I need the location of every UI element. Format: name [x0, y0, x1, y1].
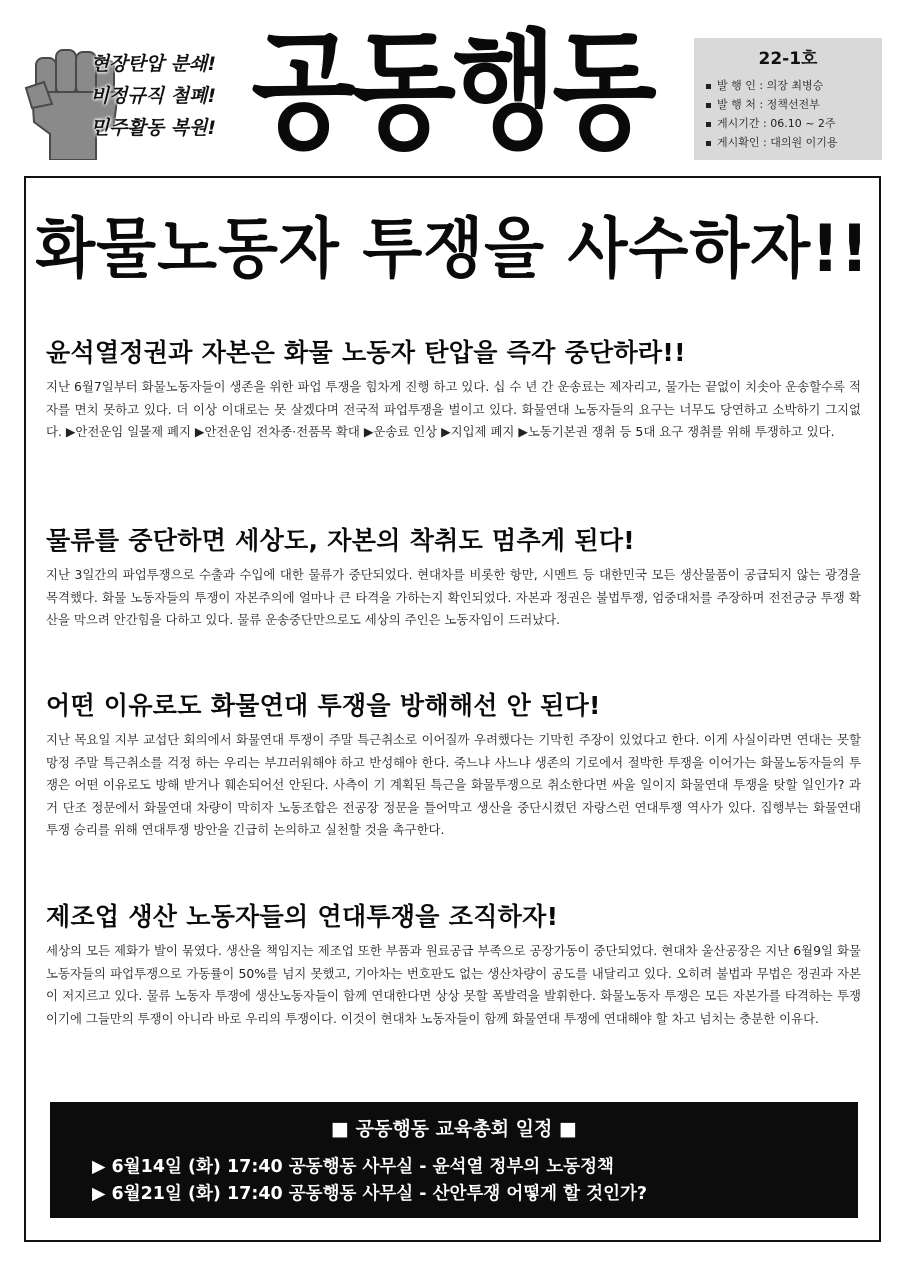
- main-title: 화물노동자 투쟁을 사수하자!!: [35, 210, 870, 287]
- section-1-heading: 윤석열정권과 자본은 화물 노동자 탄압을 즉각 중단하라!!: [46, 338, 686, 367]
- section-4: [46, 902, 861, 1030]
- publication-info-box: [694, 38, 882, 160]
- schedule-item: ▶ 6월21일 (화) 17:40 공동행동 사무실 - 산안투쟁 어떻게 할 것인가?: [92, 1184, 648, 1204]
- section-1: [46, 338, 861, 444]
- info-department-text: 발 행 처 : 정책선전부: [717, 98, 820, 111]
- section-3-body: 지난 목요일 지부 교섭단 회의에서 화물연대 투쟁이 주말 특근취소로 이어질까 우려했다는 기막힌 주장이 있었다고 한다. 이게 사실이라면 연대는 못할망정 주말 특근취소를 걱정 하는 우리는 부끄러워해야 하고 반성해야 한다. 죽느냐 사느냐 생존의 기로에서 절박한 투쟁을 이어가는 화물노동자들의 투쟁은 어떤 이유로도 방해 받거나 훼손되어선 안된다. 사측이 기 계획된 특근을 화물투쟁으로 취소한다면 싸울 일이지 화물연대 투쟁을 탓할 일인가? 과거 단조 정문에서 화물연대 차량이 막히자 노동조합은 전공장 정문을 틀어막고 생산을 중단시켰던 자랑스런 연대투쟁 역사가 있다. 집행부는 화물연대 투쟁 승리를 위해 연대투쟁 방안을 긴급히 논의하고 실천할 것을 촉구한다.: [46, 732, 861, 838]
- info-confirmer: [706, 133, 837, 152]
- masthead: [228, 18, 676, 168]
- issue-number: 22-1호: [758, 49, 818, 69]
- section-4-body: 세상의 모든 제화가 발이 묶였다. 생산을 책임지는 제조업 또한 부품과 원료공급 부족으로 공장가동이 중단되었다. 현대차 울산공장은 지난 6월9일 화물 노동자들의 파업투쟁으로 가동률이 50%를 넘지 못했고, 기아차는 번호판도 없는 생산차량이 공도를 내달리고 있다. 오히려 불법과 무법은 정권과 자본이 저지르고 있다. 물류 노동자 투쟁에 생산노동자들이 함께 연대한다면 상상 못할 폭발력을 발휘한다. 화물노동자 투쟁은 모든 자본가를 타격하는 투쟁이기에 그들만의 투쟁이 아니라 바로 우리의 투쟁이다. 이것이 현대차 노동자들이 함께 화물연대 투쟁에 연대해야 할 차고 넘치는 충분한 이유다.: [46, 943, 861, 1026]
- schedule-list: [92, 1154, 647, 1208]
- slogan-list: [66, 48, 216, 144]
- section-2-heading: 물류를 중단하면 세상도, 자본의 착취도 멈추게 된다!: [46, 526, 635, 555]
- info-confirmer-text: 게시확인 : 대의원 이기용: [717, 136, 838, 149]
- slogan-1: 현장탄압 분쇄!: [90, 53, 216, 75]
- info-publisher-text: 발 행 인 : 의장 최병승: [717, 79, 824, 92]
- square-bullet-icon: [706, 141, 711, 146]
- article-frame: [24, 176, 881, 1242]
- schedule-title: ■ 공동행동 교육총회 일정 ■: [331, 1118, 577, 1140]
- publication-info-list: [706, 76, 837, 152]
- info-period-text: 게시기간 : 06.10 ~ 2주: [717, 117, 836, 130]
- section-2-body: 지난 3일간의 파업투쟁으로 수출과 수입에 대한 물류가 중단되었다. 현대차를 비롯한 항만, 시멘트 등 대한민국 모든 생산물품이 공급되지 않는 광경을 목격했다. 화물 노동자들의 투쟁이 자본주의에 얼마나 큰 타격을 가하는지 확인되었다. 자본과 정권은 불법투쟁, 엄중대처를 주장하며 전전긍긍 투쟁 확산을 막으려 안간힘을 다하고 있다. 물류 운송중단만으로도 세상의 주인은 노동자임이 드러났다.: [46, 567, 861, 628]
- section-3-heading: 어떤 이유로도 화물연대 투쟁을 방해해선 안 된다!: [46, 691, 601, 720]
- square-bullet-icon: [706, 84, 711, 89]
- slogan-3: 민주활동 복원!: [90, 117, 216, 139]
- masthead-title: 공동행동: [251, 18, 653, 167]
- info-period: [706, 114, 837, 133]
- square-bullet-icon: [706, 103, 711, 108]
- section-1-body: 지난 6월7일부터 화물노동자들이 생존을 위한 파업 투쟁을 힘차게 진행 하고 있다. 십 수 년 간 운송료는 제자리고, 물가는 끝없이 치솟아 운송할수록 적자를 면치 못하고 있다. 더 이상 이대로는 못 살겠다며 전국적 파업투쟁을 벌이고 있다. 화물연대 노동자들의 요구는 너무도 당연하고 소박하기 그지없다. ▶안전운임 일몰제 폐지 ▶안전운임 전차종·전품목 확대 ▶운송료 인상 ▶지입제 폐지 ▶노동기본권 쟁취 등 5대 요구 쟁취를 위해 투쟁하고 있다.: [46, 379, 861, 440]
- section-4-heading: 제조업 생산 노동자들의 연대투쟁을 조직하자!: [46, 902, 559, 931]
- slogan-2: 비정규직 철폐!: [90, 85, 216, 107]
- schedule-item: ▶ 6월14일 (화) 17:40 공동행동 사무실 - 윤석열 정부의 노동정책: [92, 1157, 614, 1177]
- info-publisher: [706, 76, 837, 95]
- section-2: [46, 526, 861, 632]
- square-bullet-icon: [706, 122, 711, 127]
- info-department: [706, 95, 837, 114]
- section-3: [46, 691, 861, 842]
- schedule-box: [50, 1102, 858, 1218]
